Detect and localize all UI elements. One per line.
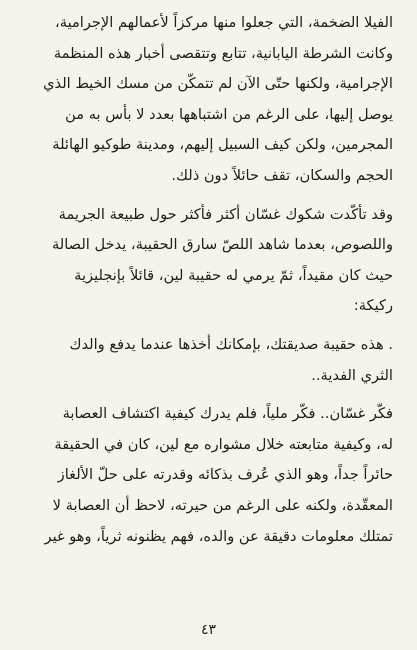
- paragraph-line: حيث كان مقيداً، ثمّ يرمي له حقيبة لين، قائلاً بإنجليزية: [74, 266, 393, 284]
- paragraph-spacer: [18, 322, 393, 330]
- paragraph-line: وكانت الشرطة اليابانية، تتابع وتتقصى أخبار هذه المنظمة: [53, 44, 393, 62]
- paragraph-line: الفيلا الضخمة، التي جعلوا منها مركزاً لأعمالهم الإجرامية،: [55, 14, 393, 31]
- paragraph-2: [18, 200, 393, 322]
- paragraph-3: [18, 330, 393, 391]
- paragraph-line: يوصل إليها، على الرغم من اشتباهها بعدد لا بأس به من: [65, 105, 393, 123]
- paragraph-line: الثري الفدية..: [311, 366, 393, 384]
- paragraph-4: [18, 399, 393, 552]
- page-body: [18, 8, 393, 552]
- paragraph-line: وقد تأكّدت شكوك غسّان أكثر فأكثر حول طبيعة الجريمة: [58, 205, 393, 223]
- paragraph-line: الحجم والسكان، تقف حائلاً دون ذلك.: [171, 166, 393, 184]
- paragraph-line: تمتلك معلومات دقيقة عن والده، فهم يظنونه ثرياً، وهو غير: [44, 527, 393, 545]
- paragraph-spacer: [18, 192, 393, 200]
- paragraph-line: الإجرامية، ولكنها حتّى الآن لم تتمكّن من مسك الخيط الذي: [43, 75, 393, 93]
- paragraph-line: واللصوص، بعدما شاهد اللصّ سارق الحقيبة، يدخل الصالة: [51, 236, 393, 254]
- paragraph-line: المجرمين، ولكن كيف السبيل إليهم، ومدينة طوكيو الهائلة: [52, 136, 393, 154]
- paragraph-line: المعقّدة، ولكنه على الرغم من حيرته، لاحظ أن العصابة لا: [52, 496, 393, 514]
- paragraph-line: ركيكة:: [353, 297, 393, 315]
- paragraph-line: له، وكيفية متابعته خلال مشواره مع لين، كان في الحقيقة: [54, 435, 393, 453]
- paragraph-line: فكّر غسّان.. فكّر ملياً، فلم يدرك كيفية اكتشاف العصابة: [62, 405, 393, 423]
- paragraph-spacer: [18, 391, 393, 399]
- page-number: ٤٣: [200, 622, 217, 638]
- paragraph-1: [18, 8, 393, 192]
- paragraph-line: . هذه حقيبة صديقتك، بإمكانك أخذها عندما يدفع والدك: [69, 335, 393, 353]
- paragraph-line: حائراً جداً، وهو الذي عُرف بذكائه وقدرته على حلّ الألغاز: [57, 466, 393, 484]
